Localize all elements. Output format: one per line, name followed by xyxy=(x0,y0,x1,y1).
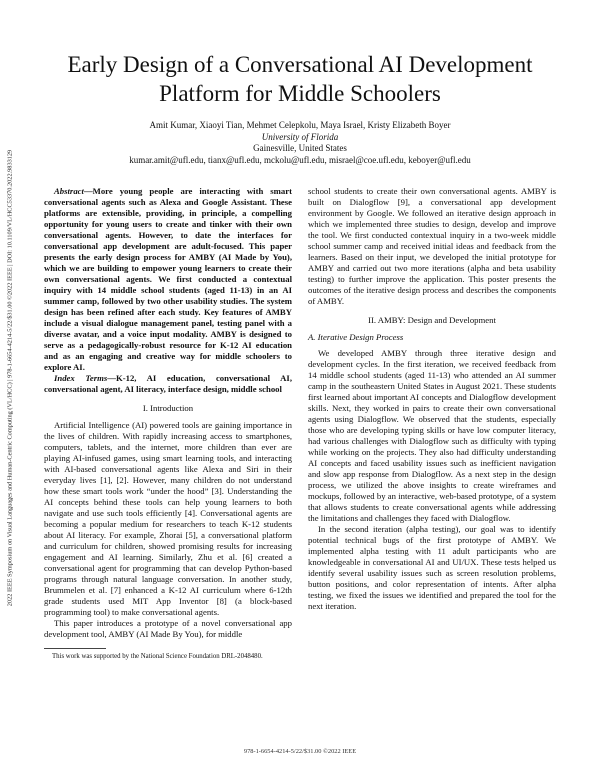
intro-paragraph-2: This paper introduces a prototype of a novel conversational app development tool, AMBY (AI Made By You), for middle xyxy=(44,618,292,639)
subsection-heading-iterative: A. Iterative Design Process xyxy=(308,332,404,342)
author-names: Amit Kumar, Xiaoyi Tian, Mehmet Celepkolu, Maya Israel, Kristy Elizabeth Boyer xyxy=(149,120,451,130)
author-block xyxy=(40,120,560,166)
index-terms xyxy=(44,373,292,395)
doi-sidebar xyxy=(3,98,17,658)
right-column xyxy=(308,186,556,612)
author-emails: kumar.amit@ufl.edu, tianx@ufl.edu, mckolu@ufl.edu, misrael@coe.ufl.edu, keboyer@ufl.edu xyxy=(129,154,471,165)
page-footer: 978-1-6654-4214-5/22/$31.00 ©2022 IEEE xyxy=(243,748,357,755)
abstract-text: —More young people are interacting with smart conversational agents such as Alexa and Google Assistant. These platforms are extensible, providing, in principle, a compelling opportunity for young users to create and tinker with their own conversational agents. However, to date the interfaces for conversational app development are adult-focused. This paper presents the early design process for AMBY (AI Made by You), which we are building to empower young learners to create their own conversational agents. We first conducted a contextual inquiry with 14 middle school students (aged 11-13) in an AI summer camp, followed by two other usability studies. The system design has been refined after each study. Key features of AMBY include a visual dialogue management panel, testing panel with a diverse avatar, and a voice input modality. AMBY is designed to serve as a pedagogically-robust resource for K-12 AI education and as an engaging and creative way for middle schoolers to explore AI. xyxy=(44,186,292,372)
index-terms-label: Index Terms xyxy=(54,373,108,383)
title-line-2: Platform for Middle Schoolers xyxy=(159,81,441,106)
section-heading-introduction: I. Introduction xyxy=(142,403,194,413)
abstract xyxy=(44,186,292,373)
right-paragraph-continued: school students to create their own conversational agents. AMBY is built on Dialogflow [9], a conversational app development environment by Google. We followed an iterative design approach in which we implemented three studies to design, develop and improve the tool. We first conducted contextual inquiry in a two-week middle school summer camp and received initial ideas and feedback from the learners. Based on their input, we developed the initial prototype for AMBY and carried out two more iterations (alpha and beta usability testing) to further improve the application. This poster presents the outcomes of the iterative design process and describes the components of AMBY. xyxy=(308,186,556,306)
abstract-label: Abstract xyxy=(54,186,84,196)
sidebar-text: 2022 IEEE Symposium on Visual Languages and Human-Centric Computing (VL/HCC) | 978-1-6654-4214-5/22/$31.00 ©2022 IEEE | DOI: 10.1109/VL/HCC53370.2022.9833129 xyxy=(6,149,14,607)
index-terms-text: —K-12, AI education, conversational AI, conversational agent, AI literacy, interface design, middle school xyxy=(44,373,292,394)
title-line-1: Early Design of a Conversational AI Development xyxy=(67,52,533,77)
design-paragraph-2: In the second iteration (alpha testing), our goal was to identify potential technical bugs of the first prototype of AMBY. We implemented alpha testing with 11 adult participants who are knowledgeable in conversational AI and UI/UX. These tests helped us identify several usability issues such as screen resolution problems, button positions, and color representation of intents. After alpha testing, we fixed the issues we identified and prepared the tool for the next iteration. xyxy=(308,524,556,611)
affiliation: University of Florida xyxy=(261,131,339,142)
footnote-rule xyxy=(44,648,106,649)
location: Gainesville, United States xyxy=(253,143,347,153)
section-heading-design: II. AMBY: Design and Development xyxy=(368,315,496,325)
left-column xyxy=(44,186,292,662)
paper-title xyxy=(40,50,560,108)
footnote: This work was supported by the National Science Foundation DRL-2048480. xyxy=(52,653,263,660)
intro-paragraph-1: Artificial Intelligence (AI) powered tools are gaining importance in the lives of children. With rapidly increasing access to smartphones, computers, tablets, and the internet, more children than ever are playing AI-infused games, using smart learning tools, and interacting with AI-based conversational agents like Alexa and Siri in their everyday lives [1], [2]. However, many children do not understand how these smart tools work “under the hood” [3]. Understanding the AI concepts behind these tools can help young learners to both navigate and use such tools efficiently [4]. Conversational agents are becoming a popular medium for researchers to teach K-12 students about AI literacy. For example, Zhorai [5], a conversational platform and curriculum for children, showed promising results for increasing engagement and AI learning. Similarly, Zhu et al. [6] created a conversational agent for programming that can develop Python-based programs through natural language conversation. In another study, Brummelen et al. [7] enhanced a K-12 AI curriculum where 6-12th grade students used MIT App Inventor [8] (a block-based programming tool) to make conversational agents. xyxy=(44,420,292,617)
design-paragraph-1: We developed AMBY through three iterative design and development cycles. In the first iteration, we received feedback from 14 middle school students (aged 11-13) who attended an AI summer camp in the southeastern United States in August 2021. These students first learned about important AI concepts and Dialogflow development skills. Next, they worked in pairs to create their own conversational agents using Dialogflow. We observed that the students, especially those who are developing typing skills or have low computer literacy, had various challenges with Dialogflow such as difficulty with typing while working on the projects. They also had difficulty understanding AI concepts and faced usability issues such as inefficient navigation and slow app response from Dialogflow. As a next step in the design process, we utilized the above insights to create wireframes and mockups, followed by an interactive, web-based prototype, of a system that allows students to create conversational agents while addressing the limitations and challenges they faced with Dialogflow. xyxy=(308,348,556,523)
